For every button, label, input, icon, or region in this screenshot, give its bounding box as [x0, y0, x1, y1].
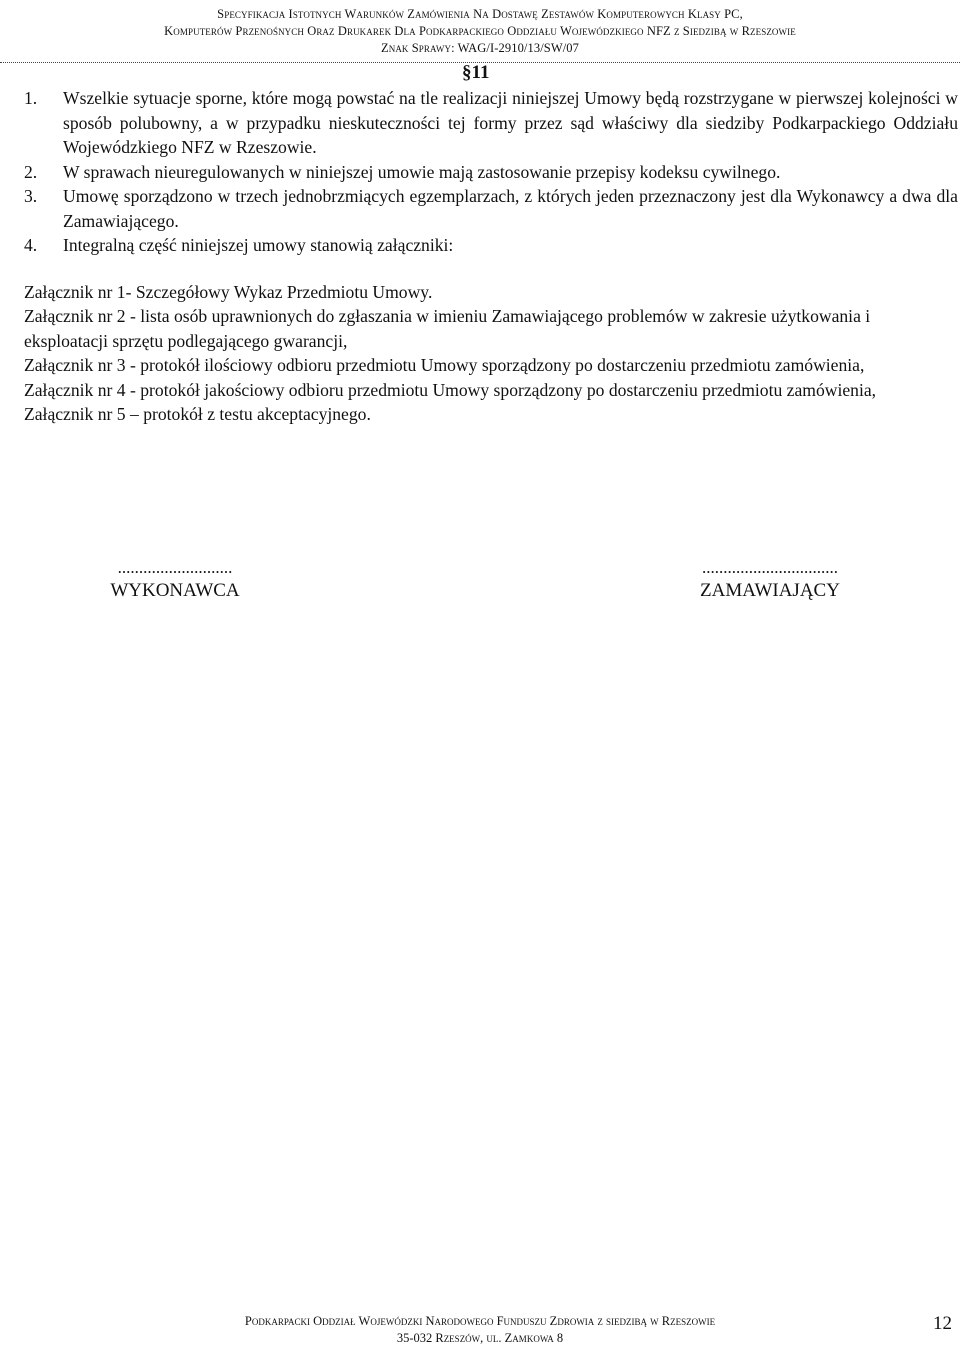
clause-number: 3. [24, 186, 38, 206]
header-title-line-1: Specyfikacja Istotnych Warunków Zamówienia Na Dostawę Zestawów Komputerowych Klasy PC, [217, 7, 743, 21]
attachment-item: Załącznik nr 5 – protokół z testu akceptacyjnego. [24, 404, 371, 424]
signature-ordering-party [660, 556, 880, 602]
clause-number: 4. [24, 235, 38, 255]
clause-list [24, 86, 958, 258]
signature-label: WYKONAWCA [110, 580, 240, 601]
attachment-item: Załącznik nr 3 - protokół ilościowy odbioru przedmiotu Umowy sporządzony po dostarczeniu przedmiotu zamówienia, [24, 355, 865, 375]
clause-text: Umowę sporządzono w trzech jednobrzmiących egzemplarzach, z których jeden przeznaczony jest dla Wykonawcy a dwa dla Zamawiającego. [63, 186, 958, 231]
attachment-item: Załącznik nr 1- Szczegółowy Wykaz Przedmiotu Umowy. [24, 281, 433, 302]
clause-number: 1. [24, 88, 38, 108]
header-title-line-2: Komputerów Przenośnych Oraz Drukarek Dla Podkarpackiego Oddziału Wojewódzkiego NFZ z Siedzibą w Rzeszowie [164, 24, 796, 38]
clause-text: Integralną część niniejszej umowy stanowią załączniki: [63, 235, 454, 255]
clause-text: Wszelkie sytuacje sporne, które mogą powstać na tle realizacji niniejszej Umowy będą rozstrzygane w pierwszej kolejności w sposób polubowny, a w przypadku nieskuteczności tej formy przez sąd właściwy dla siedziby Podkarpackiego Oddziału Wojewódzkiego NFZ w Rzeszowie. [63, 88, 958, 157]
footer-organization: Podkarpacki Oddział Wojewódzki Narodowego Funduszu Zdrowia z siedzibą w Rzeszowie [244, 1314, 716, 1328]
clause-item [24, 160, 958, 185]
page-header [0, 6, 960, 57]
footer-address: 35-032 Rzeszów, ul. Zamkowa 8 [396, 1331, 564, 1345]
document-body [24, 86, 958, 427]
attachment-item: Załącznik nr 2 - lista osób uprawnionych do zgłaszania w imieniu Zamawiającego problemów w zakresie użytkowania i eksploatacji sprzętu podlegającego gwarancji, [24, 306, 871, 351]
page-footer [0, 1313, 960, 1347]
page-number: 12 [933, 1313, 952, 1334]
clause-item [24, 86, 958, 160]
clause-text: W sprawach nieuregulowanych w niniejszej umowie mają zastosowanie przepisy kodeksu cywilnego. [63, 161, 781, 182]
clause-item [24, 184, 958, 233]
signature-contractor [80, 556, 270, 602]
signature-line: ................................ [702, 558, 838, 577]
attachment-item: Załącznik nr 4 - protokół jakościowy odbioru przedmiotu Umowy sporządzony po dostarczeniu przedmiotu zamówienia, [24, 379, 877, 400]
clause-number: 2. [24, 161, 38, 182]
signature-label: ZAMAWIAJĄCY [700, 580, 840, 601]
attachment-list [24, 280, 958, 427]
section-heading: §11 [462, 62, 490, 83]
signature-line: ........................... [117, 558, 233, 577]
header-case-number: Znak Sprawy: WAG/I-2910/13/SW/07 [381, 41, 579, 55]
clause-item [24, 233, 958, 258]
